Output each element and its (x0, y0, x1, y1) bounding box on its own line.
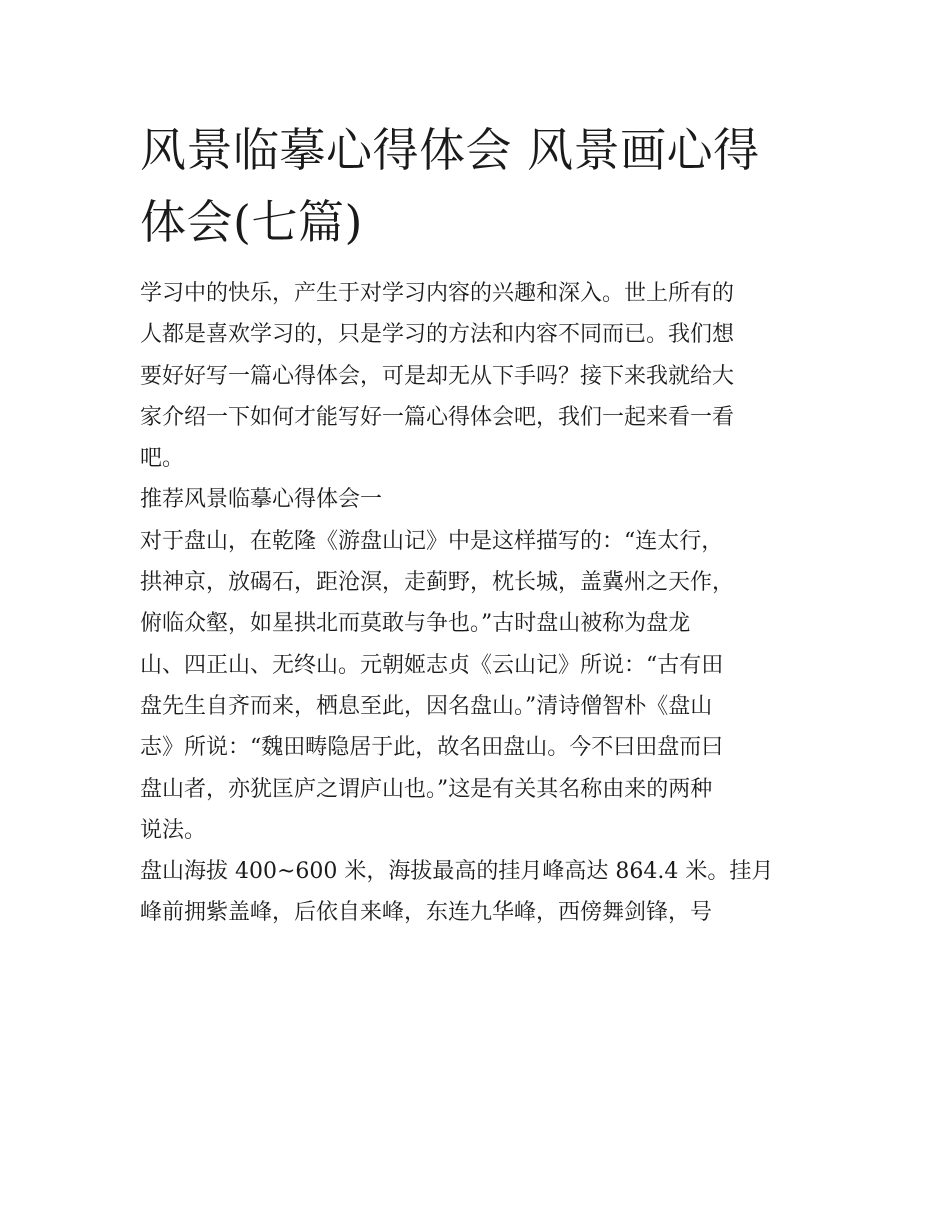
text-line: 拱神京，放碣石，距沧溟，走蓟野，枕长城，盖冀州之天作， (140, 570, 735, 596)
text-line: 志》所说：“魏田畴隐居于此，故名田盘山。今不曰田盘而曰 (140, 735, 724, 761)
document-title (140, 114, 812, 258)
text-line: 说法。 (140, 817, 207, 843)
paragraph-intro (140, 273, 812, 479)
text-line: 学习中的快乐，产生于对学习内容的兴趣和深入。世上所有的 (140, 281, 735, 306)
text-line: 人都是喜欢学习的，只是学习的方法和内容不同而已。我们想 (140, 322, 735, 348)
text-line: 对于盘山，在乾隆《游盘山记》中是这样描写的：“连太行， (140, 528, 724, 554)
text-line: 盘山者，亦犹匡庐之谓庐山也。”这是有关其名称由来的两种 (140, 776, 713, 802)
text-line: 盘先生自齐而来，栖息至此，因名盘山。”清诗僧智朴《盘山 (140, 693, 713, 719)
document-body (140, 273, 812, 934)
text-line: 要好好写一篇心得体会，可是却无从下手吗？接下来我就给大 (140, 363, 735, 389)
text-line: 推荐风景临摹心得体会一 (140, 487, 383, 513)
document-page (140, 114, 812, 934)
title-line: 体会(七篇) (140, 195, 363, 249)
text-line: 俯临众壑，如星拱北而莫敢与争也。”古时盘山被称为盘龙 (140, 611, 691, 637)
paragraph-panshan-elevation (140, 851, 812, 934)
text-line: 峰前拥紫盖峰，后依自来峰，东连九华峰，西傍舞剑锋，号 (140, 900, 713, 926)
text-line: 吧。 (140, 446, 185, 472)
section-heading (140, 479, 812, 520)
text-line: 山、四正山、无终山。元朝姬志贞《云山记》所说：“古有田 (140, 652, 724, 678)
text-line: 盘山海拔 400~600 米，海拔最高的挂月峰高达 864.4 米。挂月 (140, 859, 774, 885)
title-line: 风景临摹心得体会 风景画心得 (140, 123, 760, 177)
text-line: 家介绍一下如何才能写好一篇心得体会吧，我们一起来看一看 (140, 404, 735, 430)
paragraph-panshan-history (140, 521, 812, 851)
